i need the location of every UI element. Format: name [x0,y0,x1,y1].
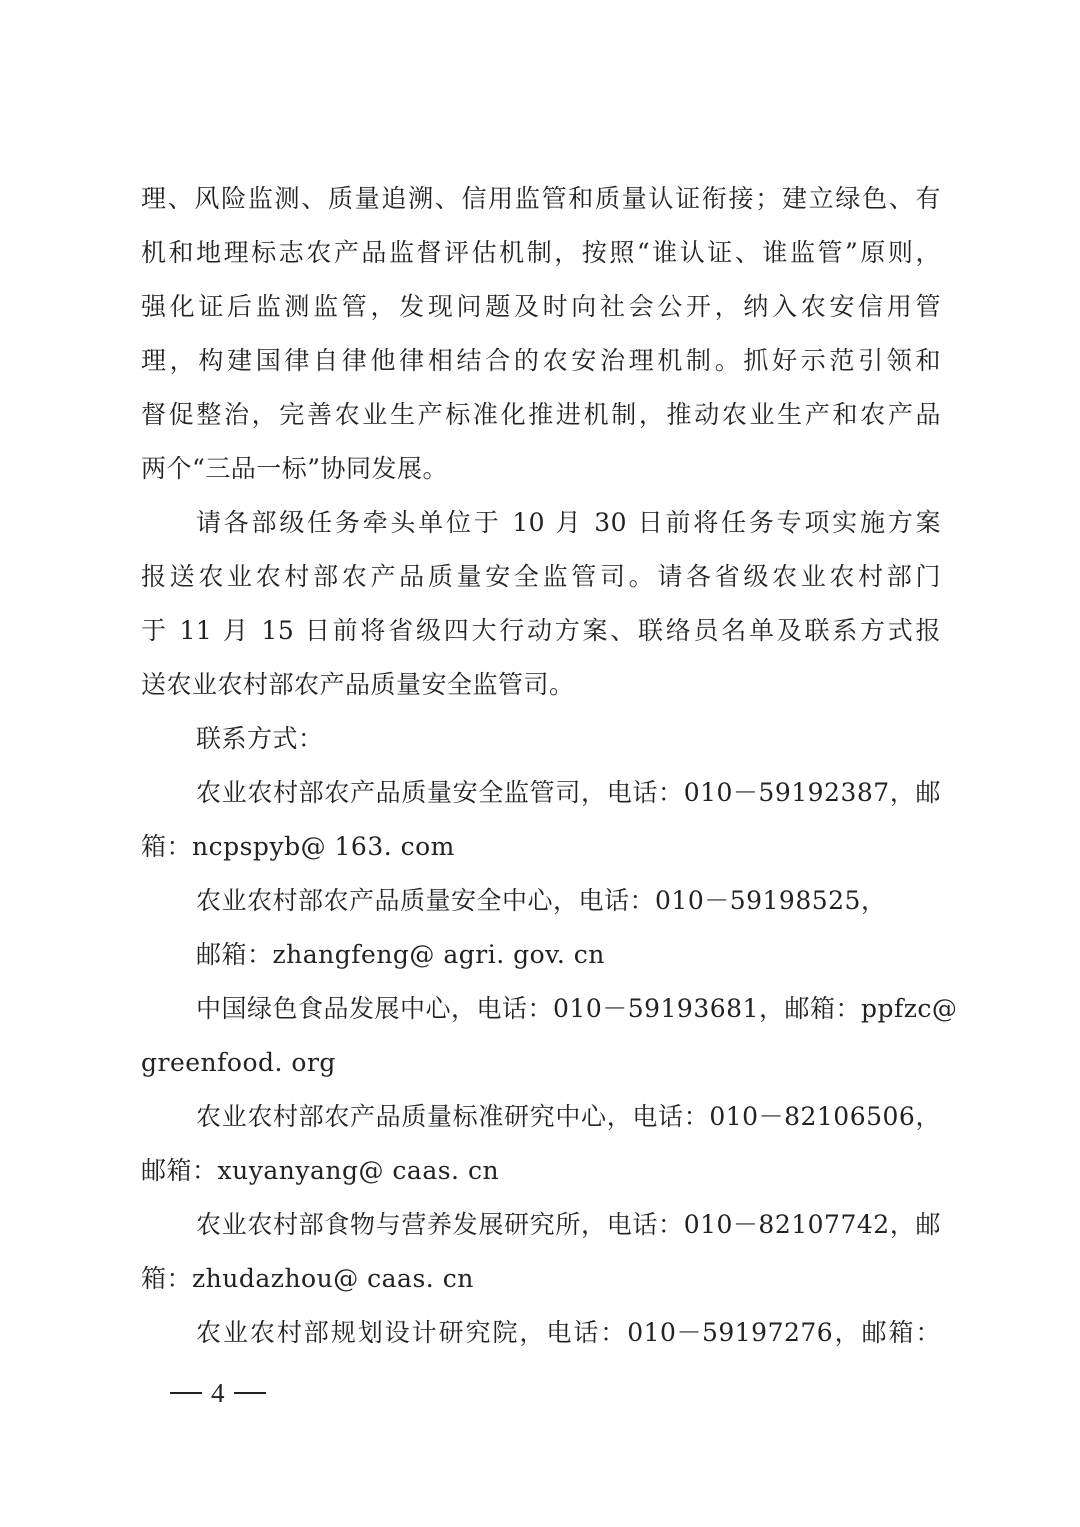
page-number-value: 4 [211,1378,225,1408]
dash-left [170,1392,202,1394]
contact-line: 农业农村部农产品质量标准研究中心，电话：010－82106506， [196,1102,941,1131]
contact-line: 农业农村部农产品质量安全中心，电话：010－59198525， [196,886,887,915]
text-line: 机和地理标志农产品监督评估机制，按照“谁认证、谁监管”原则， [141,238,941,267]
text-line: 于 11 月 15 日前将省级四大行动方案、联络员名单及联系方式报 [141,616,941,645]
contact-heading: 联系方式： [196,724,324,753]
text-line: 报送农业农村部农产品质量安全监管司。请各省级农业农村部门 [141,562,941,591]
text-line: 两个“三品一标”协同发展。 [141,454,449,483]
text-line: 理、风险监测、质量追溯、信用监管和质量认证衔接；建立绿色、有 [141,184,941,213]
contact-email-line: 箱：zhudazhou@ caas. cn [141,1264,474,1293]
text-line: 强化证后监测监管，发现问题及时向社会公开，纳入农安信用管 [141,292,941,321]
contact-email-line: 箱：ncpspyb@ 163. com [141,832,455,861]
contact-line: 农业农村部规划设计研究院，电话：010－59197276，邮箱： [196,1318,941,1347]
text-line: 督促整治，完善农业生产标准化推进机制，推动农业生产和农产品 [141,400,941,429]
contact-line: 农业农村部农产品质量安全监管司，电话：010－59192387，邮 [196,778,941,807]
contact-email-line: 邮箱：zhangfeng@ agri. gov. cn [196,940,605,969]
contact-email-line: 邮箱：xuyanyang@ caas. cn [141,1156,500,1185]
dash-right [234,1392,266,1394]
contact-email-line: greenfood. org [141,1048,336,1077]
text-line: 送农业农村部农产品质量安全监管司。 [141,670,575,699]
contact-line: 农业农村部食物与营养发展研究所，电话：010－82107742，邮 [196,1210,941,1239]
page-number [170,1378,266,1408]
contact-line: 中国绿色食品发展中心，电话：010－59193681，邮箱：ppfzc@ [196,994,958,1023]
text-line: 请各部级任务牵头单位于 10 月 30 日前将任务专项实施方案 [196,508,941,537]
text-line: 理，构建国律自律他律相结合的农安治理机制。抓好示范引领和 [141,346,941,375]
